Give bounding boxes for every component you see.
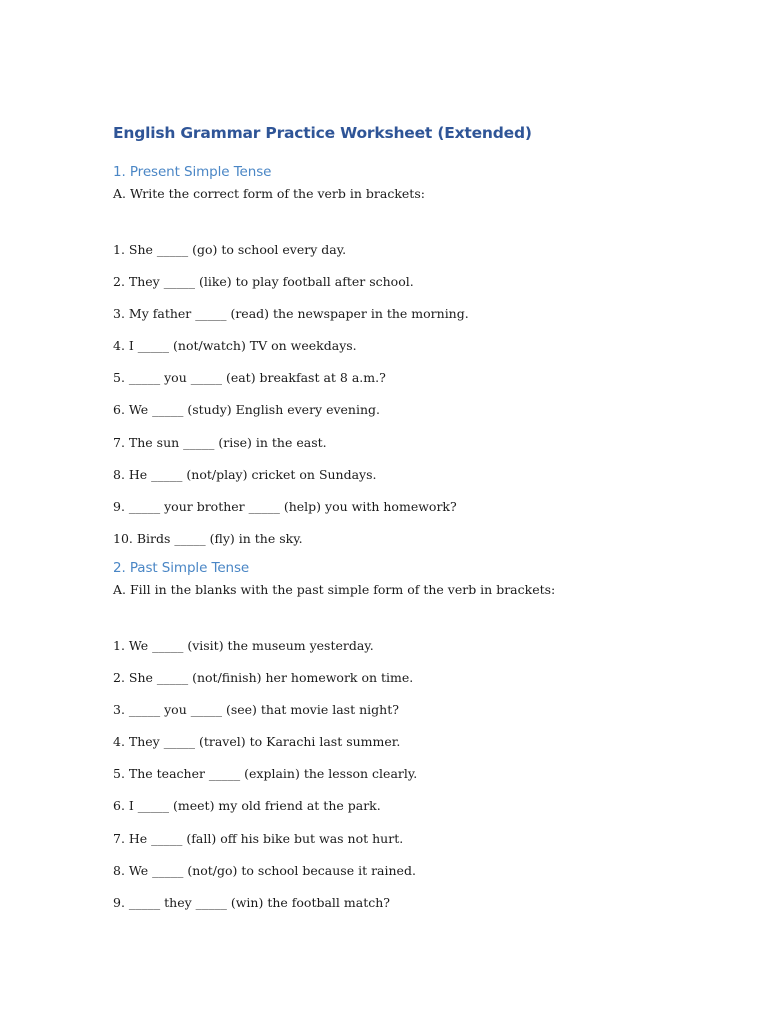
exercise-item: 6. I _____ (meet) my old friend at the park. [113, 798, 381, 814]
exercise-item: 4. I _____ (not/watch) TV on weekdays. [113, 338, 357, 354]
section-present-simple [113, 161, 733, 555]
document-title: English Grammar Practice Worksheet (Extended) [113, 124, 532, 142]
exercise-item: 1. She _____ (go) to school every day. [113, 242, 347, 257]
exercise-item: 8. We _____ (not/go) to school because it rained. [113, 862, 416, 878]
exercise-item: 9. _____ your brother _____ (help) you with homework? [113, 498, 457, 514]
exercise-item: 3. _____ you _____ (see) that movie last night? [113, 702, 399, 718]
exercise-list [113, 630, 733, 919]
exercise-item: 7. The sun _____ (rise) in the east. [113, 434, 327, 450]
exercise-item: 3. My father _____ (read) the newspaper in the morning. [113, 306, 469, 322]
exercise-item: 2. They _____ (like) to play football after school. [113, 274, 414, 290]
exercise-item: 5. The teacher _____ (explain) the lesson clearly. [113, 766, 418, 782]
section-heading: 1. Present Simple Tense [113, 164, 272, 180]
exercise-item: 10. Birds _____ (fly) in the sky. [113, 530, 303, 546]
exercise-item: 6. We _____ (study) English every evening. [113, 402, 381, 418]
exercise-item: 2. She _____ (not/finish) her homework on time. [113, 670, 414, 686]
exercise-list [113, 234, 733, 555]
section-heading: 2. Past Simple Tense [113, 560, 250, 576]
exercise-item: 7. He _____ (fall) off his bike but was not hurt. [113, 830, 404, 846]
section-instruction: A. Write the correct form of the verb in brackets: [113, 186, 425, 201]
exercise-item: 4. They _____ (travel) to Karachi last summer. [113, 734, 401, 750]
section-past-simple [113, 557, 733, 919]
section-instruction: A. Fill in the blanks with the past simple form of the verb in brackets: [113, 582, 556, 597]
exercise-item: 5. _____ you _____ (eat) breakfast at 8 a.m.? [113, 370, 386, 386]
exercise-item: 9. _____ they _____ (win) the football match? [113, 894, 390, 910]
exercise-item: 8. He _____ (not/play) cricket on Sundays. [113, 466, 377, 482]
exercise-item: 1. We _____ (visit) the museum yesterday. [113, 638, 374, 653]
